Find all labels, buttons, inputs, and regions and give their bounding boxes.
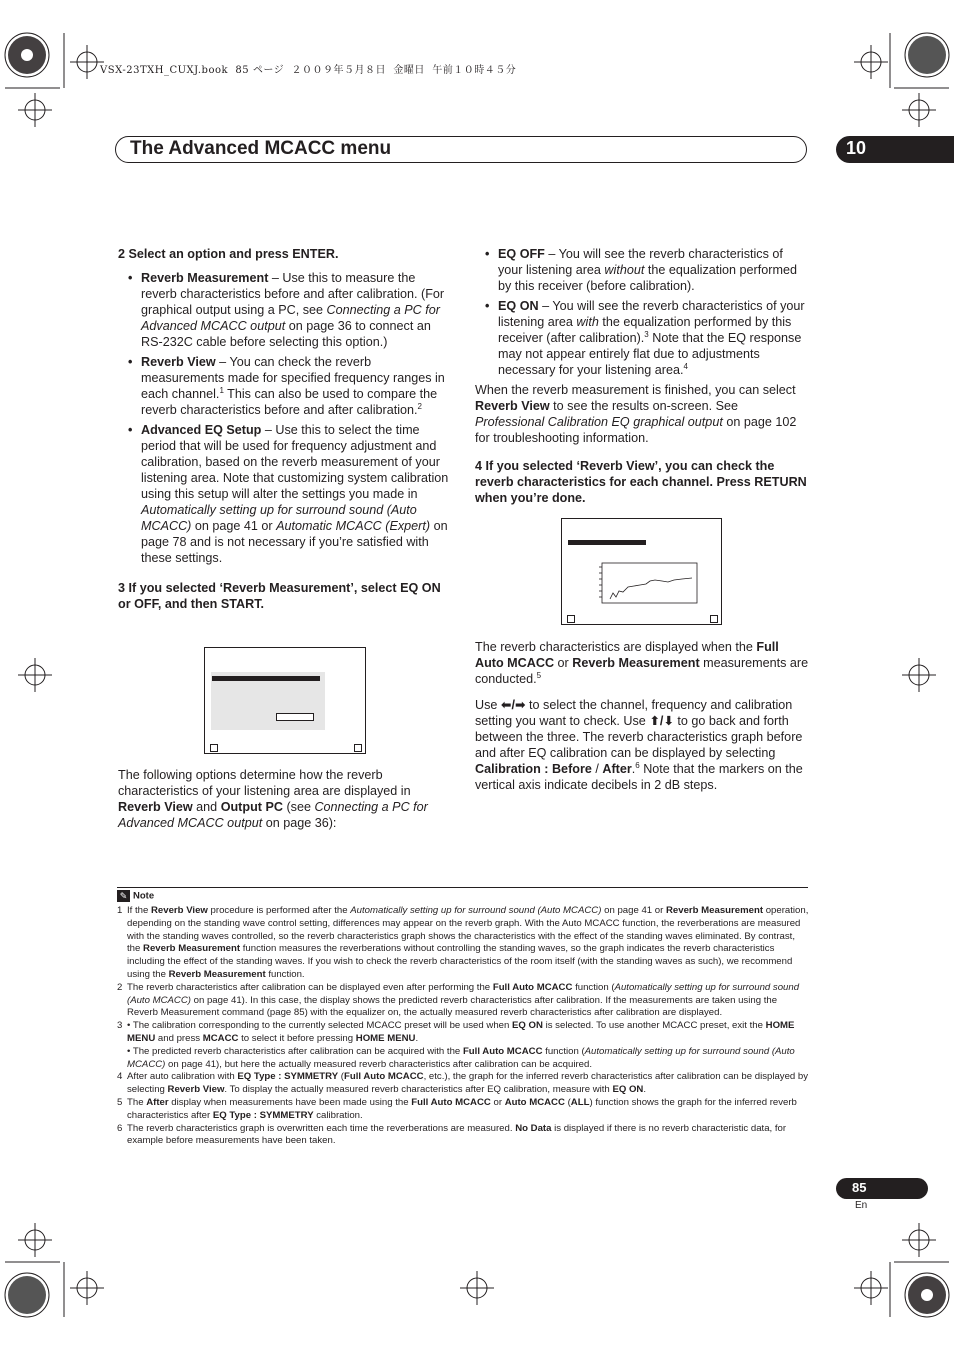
text: • The predicted reverb characteristics after calibration can be acquired with the [127, 1045, 463, 1057]
text: The reverb characteristics after calibration can be displayed even after performing the [127, 981, 493, 993]
bullet-eq-on [475, 298, 809, 378]
use-paragraph [475, 697, 809, 793]
text: or [554, 656, 573, 670]
footnote-number: 6 [117, 1122, 123, 1134]
emphasis: with [576, 315, 599, 329]
text: on page 41 or [601, 905, 666, 916]
right-column-lower [475, 639, 809, 799]
term: Reverb Measurement [665, 905, 764, 916]
text: . To display the actually measured reverb characteristics after EQ calibration, measure with [224, 1084, 613, 1096]
emphasis: without [604, 263, 645, 277]
osd-screen-reverb-view [561, 518, 722, 625]
text: • The calibration corresponding to the currently selected MCACC preset will be used when [127, 1020, 512, 1032]
text: on page 41), but here the actually measured reverb characteristics after calibration can be acquired. [165, 1058, 593, 1070]
term: Reverb View [141, 355, 216, 369]
text: on page 41 or [191, 519, 277, 533]
note-heading [117, 890, 154, 902]
text: on page 36 to connect an RS-232C cable before selecting this option.) [141, 319, 431, 349]
footnote-ref: 5 [536, 670, 542, 680]
term: EQ ON [512, 1020, 543, 1032]
term: Reverb Measurement [141, 271, 269, 285]
text: to select the channel, frequency and calibration setting you want to check. Use [475, 698, 793, 728]
following-options-paragraph [118, 767, 452, 837]
term: EQ ON [498, 299, 539, 313]
term: HOME MENU [355, 1032, 416, 1044]
text: Use [475, 698, 501, 712]
text: to see the results on-screen. See [549, 399, 738, 413]
term: After [602, 762, 632, 776]
text: display when measurements have been made using the [168, 1096, 412, 1108]
footnote-number: 4 [117, 1071, 123, 1083]
term: Reverb View [475, 399, 550, 413]
note-pencil-icon: ✎ [117, 890, 130, 902]
text: . [415, 1032, 419, 1044]
text: – You can check the reverb measurements made for specified frequency ranges in each channel. [141, 355, 445, 401]
page-title: The Advanced MCACC menu [130, 138, 392, 159]
footnotes [117, 905, 809, 1148]
text: ( [338, 1071, 345, 1083]
footnote-2 [117, 982, 809, 1020]
sunburst-mark-bottom-left [5, 1273, 49, 1317]
osd-selected-row [212, 676, 320, 681]
bullet-reverb-view [118, 354, 452, 418]
reverb-graph [592, 559, 702, 607]
term: Output PC [220, 800, 283, 814]
term: Full Auto MCACC [462, 1045, 543, 1057]
term: Advanced EQ Setup [141, 423, 262, 437]
term: EQ OFF [498, 247, 545, 261]
text: on page 102 for troubleshooting information. [475, 415, 797, 445]
finished-paragraph [475, 382, 809, 446]
cross-reference: Automatically setting up for surround sound (Auto MCACC) [127, 1045, 795, 1070]
osd-start-box [276, 713, 314, 721]
term: Full Auto MCACC [344, 1071, 424, 1083]
text: or [490, 1096, 505, 1108]
osd-icon-right [354, 744, 362, 752]
cross-reference: Connecting a PC for Advanced MCACC output [118, 800, 428, 830]
text: function. [265, 968, 305, 980]
footnote-3 [117, 1020, 809, 1071]
term: Reverb View [151, 905, 208, 916]
footnote-number: 5 [117, 1096, 123, 1108]
text: – You will see the reverb characteristics of your listening area [498, 247, 783, 277]
print-header: VSX-23TXH_CUXJ.book 85 ページ ２００９年５月８日 金曜日 午前１０時４５分 [100, 65, 517, 76]
text: the equalization performed by this receiver (after calibration). [498, 315, 792, 345]
text: to select it before pressing [238, 1032, 356, 1044]
bullet-advanced-eq-setup [118, 422, 452, 566]
text: When the reverb measurement is finished, you can select [475, 383, 796, 397]
text: on page 41). In this case, the display shows the predicted reverb characteristics after calibration. If the measurements are taken using the Reverb Measurement command (page 85) with the equalizer on, the actually measured reverb characteristics after calibration are displayed. [127, 994, 778, 1019]
text: – You will see the reverb characteristics of your listening area [498, 299, 805, 329]
cross-reference: Automatically setting up for surround sound (Auto MCACC) [127, 981, 800, 1006]
text: . [643, 1084, 647, 1096]
sunburst-mark-top-right [905, 33, 949, 77]
text: is selected. To use another MCACC preset, exit the [542, 1020, 766, 1032]
sunburst-mark-top-left [5, 33, 49, 77]
footnote-1 [117, 905, 809, 982]
footnote-6 [117, 1123, 809, 1149]
footnote-number: 3 [117, 1020, 123, 1032]
text: and [192, 800, 221, 814]
text: / [591, 762, 603, 776]
osd-icon-left [567, 615, 575, 623]
text: This can also be used to compare the reverb characteristics before and after calibration. [141, 387, 438, 417]
footnote-ref: 2 [417, 401, 422, 411]
text: measurements are conducted. [475, 656, 809, 686]
footnote-5 [117, 1097, 809, 1123]
term: Reverb View [167, 1084, 225, 1096]
term: Full Auto MCACC [411, 1096, 491, 1108]
term: Full Auto MCACC [475, 640, 779, 670]
term: No Data [515, 1122, 552, 1134]
text: function measures the reverberations without controlling the standing waves, so the graph indicates the reverb characteristics including the effect of the standing waves. If you wish to check the reverb characteristics of the room itself (with the standing waves as such), we recommend using the [127, 943, 793, 980]
chapter-number: 10 [846, 138, 867, 158]
step-3: 3 If you selected ‘Reverb Measurement’, select EQ ON or OFF, and then START. [118, 581, 441, 611]
arrow-up-down-icon: ⬆/⬇ [649, 714, 674, 728]
step-4: 4 If you selected ‘Reverb View’, you can check the reverb characteristics for each channel. Press RETURN when you’re done. [475, 459, 807, 505]
text: – Use this to select the time period that will be used for frequency adjustment and calibration, based on the reverb measurement of your listening area. Note that customizing system calibration using this setup will alter the settings you made in [141, 423, 449, 501]
footnote-ref: 6 [635, 760, 640, 770]
text: is displayed if there is no reverb characteristic data, for example before measurements have been taken. [127, 1122, 787, 1147]
language-label: En [855, 1200, 868, 1211]
term: Calibration : Before [475, 762, 592, 776]
chapter-tab [836, 136, 954, 163]
left-column [118, 246, 452, 620]
text: and press [155, 1032, 203, 1044]
term: MCACC [202, 1032, 239, 1044]
text: , etc.), the graph for the inferred reverb characteristics after calibration can be displayed by selecting [127, 1071, 809, 1096]
note-label: Note [133, 890, 155, 902]
term: Reverb View [118, 800, 193, 814]
term: Full Auto MCACC [492, 981, 573, 993]
footnote-number: 1 [117, 905, 123, 916]
term: ALL [570, 1096, 590, 1108]
term: Auto MCACC [504, 1096, 565, 1108]
osd-screen-reverb-measurement [204, 647, 366, 754]
page-title-bar [115, 136, 807, 163]
text: The reverb characteristics are displayed when the [475, 640, 757, 654]
page-number-tab [836, 1178, 928, 1199]
paragraph [118, 767, 452, 831]
text: on page 78 and is not necessary if you’re satisfied with these settings. [141, 519, 448, 565]
text: the equalization performed by this receiver (before calibration). [498, 263, 797, 293]
footnote-4 [117, 1071, 809, 1097]
cross-reference: Connecting a PC for Advanced MCACC output [141, 303, 440, 333]
text: The following options determine how the reverb characteristics of your listening area are displayed in [118, 768, 411, 798]
cross-reference: Professional Calibration EQ graphical output [475, 415, 723, 429]
text: After auto calibration with [127, 1071, 238, 1083]
term: After [146, 1096, 169, 1108]
text: (see [282, 800, 315, 814]
displayed-paragraph [475, 639, 809, 687]
sunburst-mark-bottom-right [905, 1273, 949, 1317]
footnote-ref: 1 [219, 385, 224, 395]
text: Note that the EQ response may not appear entirely flat due to adjustments necessary for your listening area. [498, 331, 802, 377]
text: calibration. [313, 1109, 363, 1121]
osd-icon-left [210, 744, 218, 752]
bullet-reverb-measurement [118, 270, 452, 350]
term: EQ Type : SYMMETRY [237, 1071, 339, 1083]
cross-reference: Automatically setting up for surround sound (Auto MCACC) [350, 905, 602, 916]
bullet-eq-off [475, 246, 809, 294]
text: operation, depending on the standing wave control setting, differences may appear on the reverb graph. With the Auto MCACC function, the reverberations are measured with the standing waves controlled, so the reverb characteristics graph shows the characteristics with the effect of the standing waves eliminated. By contrast, the [127, 905, 809, 955]
text: – Use this to measure the reverb characteristics before and after calibration. (For graphical output using a PC, see [141, 271, 445, 317]
term: Reverb Measurement [143, 943, 241, 955]
step-2: 2 Select an option and press ENTER. [118, 247, 339, 261]
text: on page 36): [262, 816, 337, 830]
term: EQ ON [612, 1084, 644, 1096]
footnote-number: 2 [117, 981, 123, 993]
text: Note that the markers on the vertical axis indicate decibels in 2 dB steps. [475, 762, 803, 792]
osd-selector-bar [568, 540, 646, 545]
page-number: 85 [852, 1180, 867, 1195]
term: Reverb Measurement [572, 656, 700, 670]
footnote-ref: 3 [644, 329, 649, 339]
text: to go back and forth between the three. The reverb characteristics graph before and after EQ calibration can be displayed by selecting [475, 714, 803, 760]
term: EQ Type : SYMMETRY [212, 1109, 314, 1121]
osd-icon-right [710, 615, 718, 623]
text: . [631, 762, 636, 776]
footnote-ref: 4 [683, 361, 688, 371]
text: The reverb characteristics graph is overwritten each time the reverberations are measured. [127, 1122, 516, 1134]
text: function ( [542, 1045, 585, 1057]
text: function ( [572, 981, 615, 993]
reverb-curve [610, 578, 692, 599]
text: ) function shows the graph for the inferred reverb characteristics after [127, 1096, 797, 1121]
right-column [475, 246, 809, 514]
cross-reference: Automatic MCACC (Expert) [276, 519, 431, 533]
text: ( [564, 1096, 571, 1108]
text: The [127, 1096, 147, 1108]
text: If the [127, 905, 151, 916]
term: Reverb Measurement [168, 968, 266, 980]
note-divider [117, 887, 808, 888]
term: HOME MENU [127, 1020, 795, 1044]
text: procedure is performed after the [207, 905, 351, 916]
cross-reference: Automatically setting up for surround sound (Auto MCACC) [141, 503, 417, 533]
arrow-left-right-icon: ⬅/➡ [500, 698, 526, 712]
